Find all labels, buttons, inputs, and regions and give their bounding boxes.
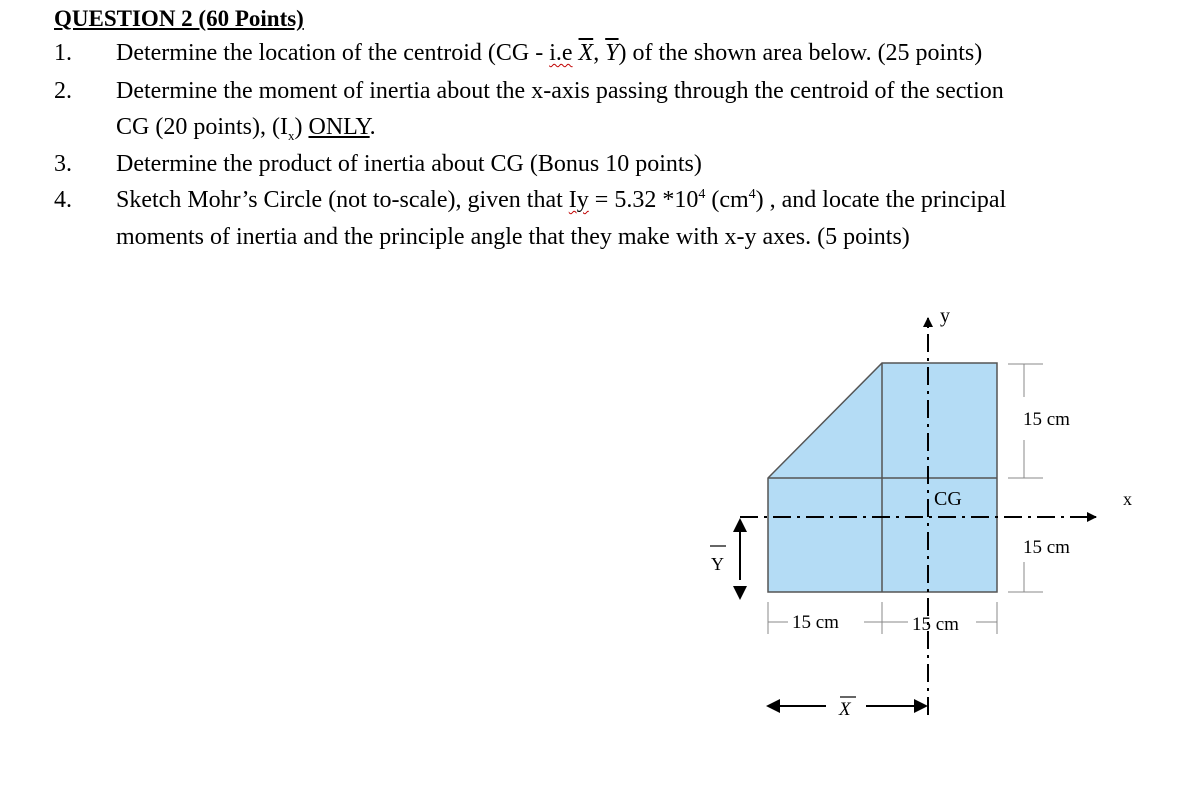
xbar-label: X [839,699,851,720]
cg-label: CG [934,488,962,510]
item-4-line-1: Sketch Mohr’s Circle (not to-scale), given that Iy = 5.32 $*10^4$ $(cm^4)$ , and locate the principal [116,187,1007,213]
item-2-line-2: CG (20 points), $(I_x)$ ONLY. [116,114,376,143]
iy-symbol: Iy [568,187,589,213]
question-heading: QUESTION 2 (60 Points) [54,6,304,31]
item-2-number: 2. [54,78,72,104]
x-axis-label: x [1123,489,1132,509]
ybar-arrow-down [733,586,747,600]
item-3-text: Determine the product of inertia about CG (Bonus 10 points) [116,151,702,177]
dim-bottom-right-width-label: 15 cm [912,614,959,635]
dim-top-right-label: 15 cm [1023,409,1070,430]
ybar-arrow-up [733,518,747,532]
item-4-number: 4. [54,187,72,213]
ie-abbrev: i.e [549,40,573,66]
xbar-arrow-left [766,699,780,713]
dim-bottom-left-width-label: 15 cm [792,612,839,633]
item-3-number: 3. [54,151,72,177]
xbar-symbol: $\overline{X}$ [578,40,594,66]
item-4-line-2: moments of inertia and the principle angle that they make with x-y axes. (5 points) [116,224,910,250]
ybar-symbol: $\overline{Y}$ [605,40,619,66]
y-axis-label: y [940,305,950,327]
dim-bottom-right-label: 15 cm [1023,537,1070,558]
only-emphasis: ONLY [308,114,370,140]
ybar-label: Y [711,554,724,574]
item-1-text: Determine the location of the centroid (CG - i.e $\overline{X}$, $\overline{Y}$) of the shown area below. (25 points) [116,40,983,66]
item-1-number: 1. [54,40,72,66]
item-2-line-1: Determine the moment of inertia about the x-axis passing through the centroid of the section [116,78,1004,104]
xbar-arrow-right [914,699,928,713]
